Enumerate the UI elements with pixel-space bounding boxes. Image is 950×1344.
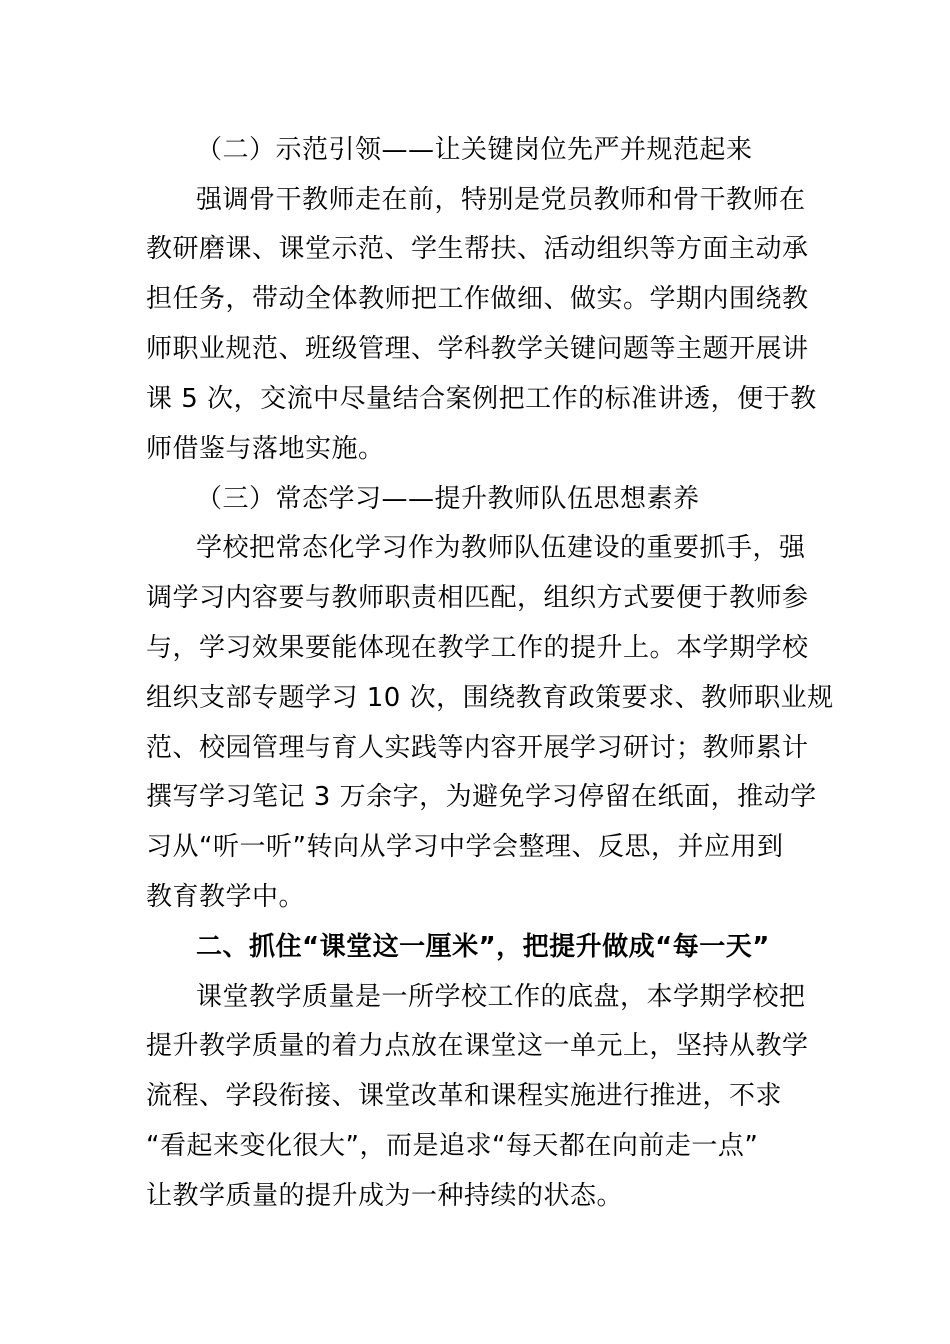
paragraph-line: 强调骨干教师走在前，特别是党员教师和骨干教师在 xyxy=(196,185,806,215)
paragraph-line: 习从“听一听”转向从学习中学会整理、反思，并应用到 xyxy=(146,832,784,862)
section-heading-two: 二、抓住“课堂这一厘米”，把提升做成“每一天” xyxy=(196,932,770,962)
paragraph-line: 师借鉴与落地实施。 xyxy=(146,434,385,464)
paragraph-line: 担任务，带动全体教师把工作做细、做实。学期内围绕教 xyxy=(146,284,809,314)
paragraph-line: 撰写学习笔记 3 万余字，为避免学习停留在纸面，推动学 xyxy=(146,782,817,812)
paragraph-line: 流程、学段衔接、课堂改革和课程实施进行推进，不求 xyxy=(146,1081,783,1111)
paragraph-line: 与，学习效果要能体现在教学工作的提升上。本学期学校 xyxy=(146,633,809,663)
paragraph-line: 师职业规范、班级管理、学科教学关键问题等主题开展讲 xyxy=(146,334,809,364)
paragraph-line: 调学习内容要与教师职责相匹配，组织方式要便于教师参 xyxy=(146,583,809,613)
paragraph-line: 范、校园管理与育人实践等内容开展学习研讨；教师累计 xyxy=(146,733,809,763)
section-heading-3: （三）常态学习——提升教师队伍思想素养 xyxy=(196,484,700,514)
paragraph-line: 让教学质量的提升成为一种持续的状态。 xyxy=(146,1181,624,1211)
paragraph-line: 教育教学中。 xyxy=(146,882,306,912)
paragraph-line: 学校把常态化学习作为教师队伍建设的重要抓手，强 xyxy=(196,533,806,563)
paragraph-line: 提升教学质量的着力点放在课堂这一单元上，坚持从教学 xyxy=(146,1031,809,1061)
paragraph-line: 组织支部专题学习 10 次，围绕教育政策要求、教师职业规 xyxy=(146,683,834,713)
paragraph-line: 课 5 次，交流中尽量结合案例把工作的标准讲透，便于教 xyxy=(146,384,817,414)
paragraph-line: 教研磨课、课堂示范、学生帮扶、活动组织等方面主动承 xyxy=(146,234,809,264)
paragraph-line: 课堂教学质量是一所学校工作的底盘，本学期学校把 xyxy=(196,982,806,1012)
section-heading-2: （二）示范引领——让关键岗位先严并规范起来 xyxy=(196,135,753,165)
paragraph-line: “看起来变化很大”，而是追求“每天都在向前走一点” xyxy=(146,1131,759,1161)
